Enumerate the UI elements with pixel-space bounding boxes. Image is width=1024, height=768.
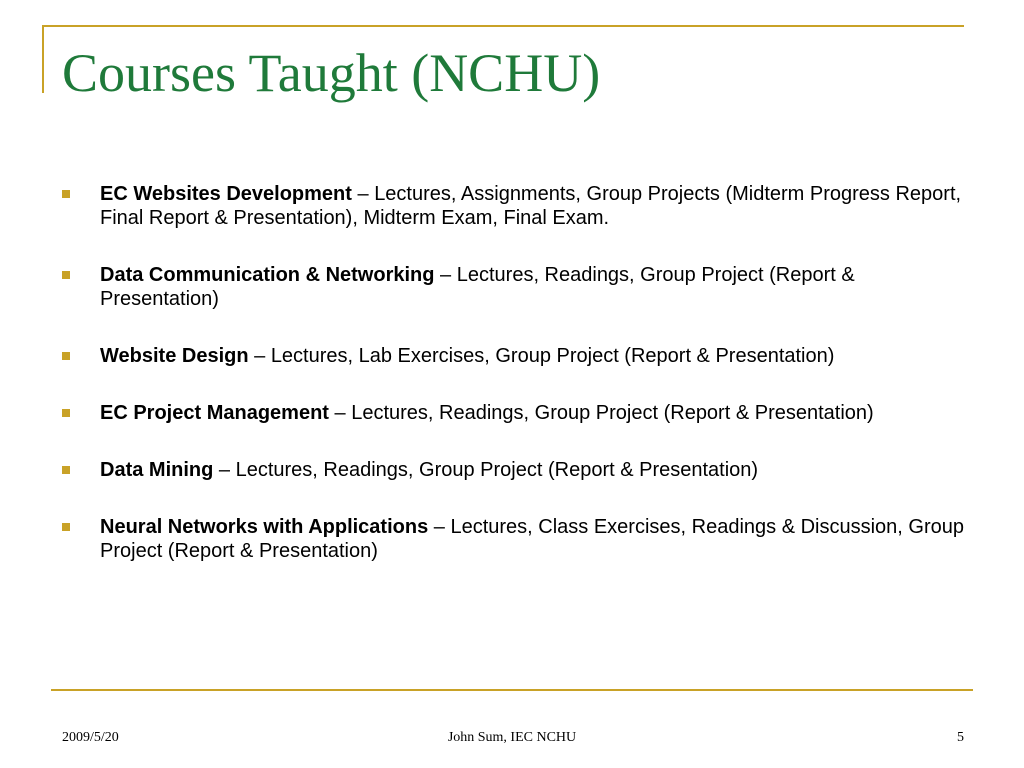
course-list — [62, 182, 972, 563]
square-bullet-icon — [62, 409, 70, 417]
left-border-line — [42, 25, 44, 93]
course-name: Data Communication & Networking — [100, 264, 435, 286]
footer-date: 2009/5/20 — [62, 730, 119, 745]
course-name: EC Websites Development — [100, 183, 352, 205]
course-details: Lectures, Lab Exercises, Group Project (Report & Presentation) — [270, 345, 835, 367]
course-details: Lectures, Readings, Group Project (Report & Presentation) — [351, 402, 874, 424]
course-separator: – — [428, 516, 451, 538]
course-details: Lectures, Readings, Group Project (Report & Presentation) — [100, 264, 855, 310]
page-number: 5 — [957, 730, 964, 745]
slide-title: Courses Taught (NCHU) — [62, 43, 601, 103]
top-border-line — [42, 25, 964, 27]
course-name: EC Project Management — [100, 402, 329, 424]
course-details: Lectures, Class Exercises, Readings & Discussion, Group Project (Report & Presentation) — [100, 516, 964, 562]
square-bullet-icon — [62, 466, 70, 474]
footer-author: John Sum, IEC NCHU — [447, 730, 577, 745]
square-bullet-icon — [62, 271, 70, 279]
course-details: Lectures, Readings, Group Project (Report & Presentation) — [235, 459, 759, 481]
course-item — [62, 401, 972, 425]
course-item — [62, 182, 972, 230]
course-name: Website Design — [100, 345, 249, 367]
square-bullet-icon — [62, 352, 70, 360]
square-bullet-icon — [62, 190, 70, 198]
course-details: Lectures, Assignments, Group Projects (Midterm Progress Report, Final Report & Presentation), Midterm Exam, Final Exam. — [100, 183, 962, 229]
square-bullet-icon — [62, 523, 70, 531]
bottom-border-line — [51, 689, 973, 691]
course-item — [62, 515, 972, 563]
course-separator: – — [434, 264, 457, 286]
course-item — [62, 344, 972, 368]
course-separator: – — [351, 183, 375, 205]
course-name: Neural Networks with Applications — [100, 516, 429, 538]
course-separator: – — [248, 345, 271, 367]
course-item — [62, 263, 972, 311]
course-separator: – — [213, 459, 236, 481]
course-name: Data Mining — [100, 459, 214, 481]
course-separator: – — [328, 402, 352, 424]
course-item — [62, 458, 972, 482]
